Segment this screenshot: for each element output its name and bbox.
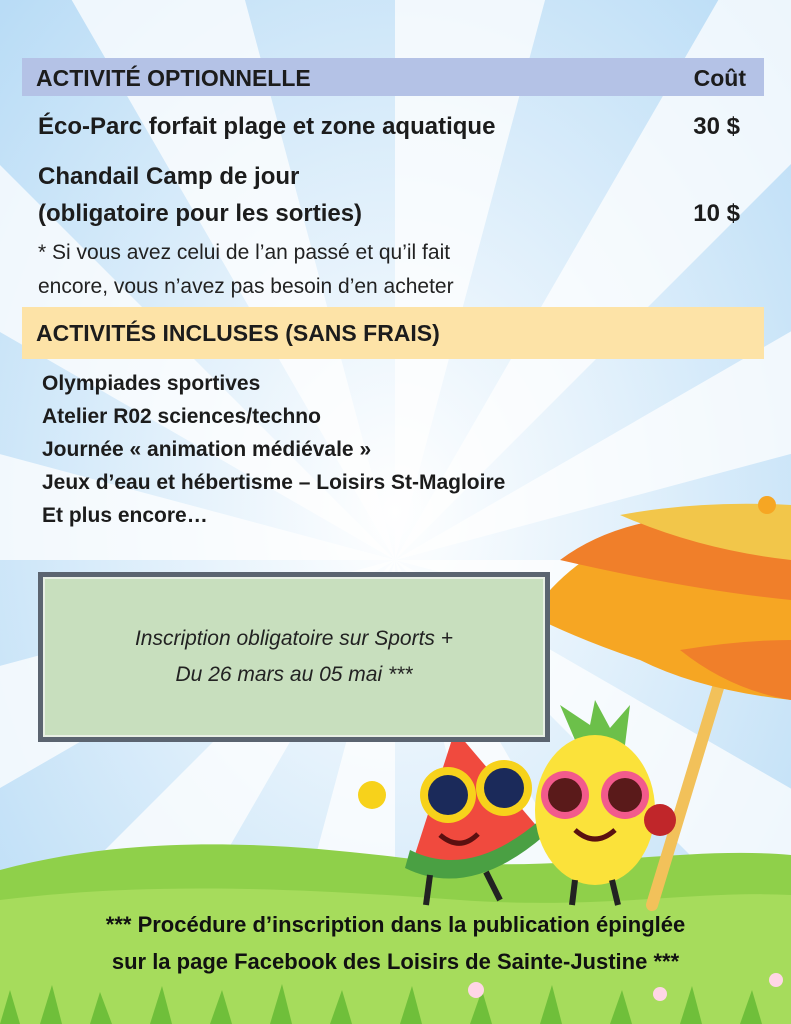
registration-dates: Du 26 mars au 05 mai *** (175, 663, 413, 686)
registration-line1: Inscription obligatoire sur Sports + (134, 627, 454, 650)
list-item: Olympiades sportives (42, 372, 261, 395)
optional-item-shirt-price: 10 $ (693, 200, 740, 227)
footer-line2: sur la page Facebook des Loisirs de Sainte-Justine *** (111, 949, 680, 974)
footer-line1: *** Procédure d’inscription dans la publication épinglée (105, 912, 686, 937)
list-item: Journée « animation médiévale » (42, 438, 372, 461)
included-activities-title: ACTIVITÉS INCLUSES (SANS FRAIS) (36, 320, 440, 346)
registration-box (38, 572, 550, 742)
cost-column-header: Coût (693, 65, 746, 91)
optional-item-ecoparc: Éco-Parc forfait plage et zone aquatique (38, 113, 496, 140)
list-item: Atelier R02 sciences/techno (42, 405, 321, 428)
footer-note (0, 906, 791, 980)
registration-box-inner (43, 577, 545, 737)
list-item: Jeux d’eau et hébertisme – Loisirs St-Magloire (42, 471, 506, 494)
optional-item-shirt: Chandail Camp de jour (38, 163, 300, 190)
optional-activity-header (22, 58, 764, 96)
included-activities-list (42, 367, 505, 532)
included-activities-header (22, 307, 764, 359)
list-item: Et plus encore… (42, 504, 208, 527)
optional-activity-title: ACTIVITÉ OPTIONNELLE (36, 65, 311, 91)
optional-item-shirt-detail: (obligatoire pour les sorties) (38, 200, 363, 227)
shirt-note-line2: encore, vous n’avez pas besoin d’en acheter (38, 275, 454, 298)
shirt-note-line1: * Si vous avez celui de l’an passé et qu’il fait (38, 241, 451, 264)
optional-item-ecoparc-price: 30 $ (693, 113, 740, 140)
